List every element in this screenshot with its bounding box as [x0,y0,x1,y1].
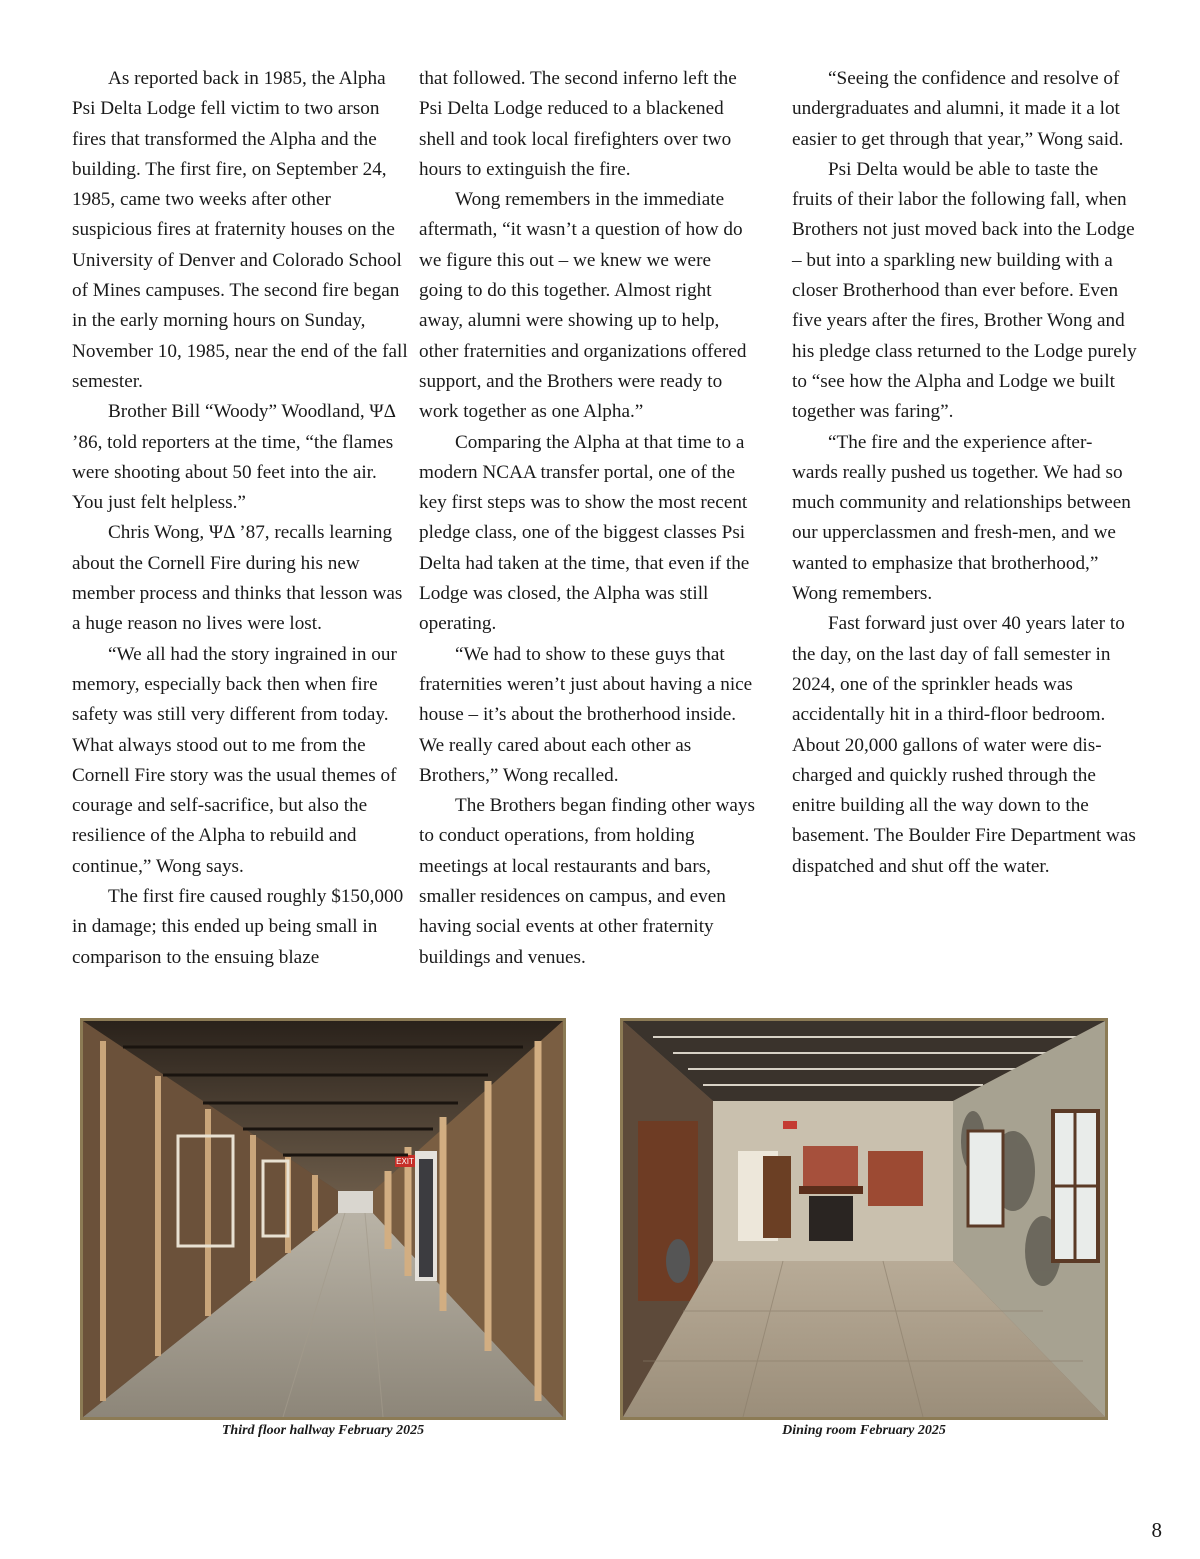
hallway-photo [80,1018,566,1420]
paragraph: As reported back in 1985, the Alpha Psi Delta Lodge fell victim to two arson fires that transformed the Alpha and the building. The first fire, on September 24, 1985, came two weeks after other suspicious fires at fraternity houses on the University of Denver and Colorado School of Mines campuses. The second fire began in the early morning hours on Sunday, November 10, 1985, near the end of the fall semester. [72,68,408,392]
page-number: 8 [1151,1518,1162,1542]
paragraph: The first fire caused roughly $150,000 in damage; this ended up being small in comparison to the ensuing blaze [72,886,404,968]
paragraph: “We all had the story ingrained in our memory, especially back then when fire safety was still very different from today. What always stood out to me from the Cornell Fire story was the usual themes of courage and self-sacrifice, but also the resilience of the Alpha to rebuild and continue,” Wong says. [72,643,397,877]
hallway-caption: Third floor hallway February 2025 [221,1423,425,1438]
exit-sign-text: EXIT [396,1157,414,1166]
paragraph: “Seeing the confidence and resolve of undergraduates and alumni, it made it a lot easier to get through that year,” Wong said. [792,68,1124,150]
article-column-3 [792,64,1137,882]
article-column-2 [419,64,759,973]
dining-room-illustration [623,1021,1105,1417]
paragraph: Fast forward just over 40 years later to the day, on the last day of fall semester in 2024, one of the sprinkler heads was accidentally hit in a third-floor bedroom. About 20,000 gallons of water were dis-charged and quickly rushed through the enitre building all the way down to the basement. The Boulder Fire Department was dispatched and shut off the water. [792,613,1136,877]
paragraph: Wong remembers in the immediate aftermath, “it wasn’t a question of how do we figure this out – we knew we were going to do this together. Almost right away, alumni were showing up to help, other fraternities and organizations offered support, and the Brothers were ready to work together as one Alpha.” [419,189,747,423]
paragraph: Psi Delta would be able to taste the fruits of their labor the following fall, when Brothers not just moved back into the Lodge – but into a sparkling new building with a closer Brotherhood than ever before. Even five years after the fires, Brother Wong and his pledge class returned to the Lodge purely to “see how the Alpha and Lodge we built together was faring”. [792,158,1137,423]
paragraph: “We had to show to these guys that fraternities weren’t just about having a nice house – it’s about the brotherhood inside. We really cared about each other as Brothers,” Wong recalled. [419,643,753,786]
paragraph: Chris Wong, ΨΔ ’87, recalls learning about the Cornell Fire during his new member process and thinks that lesson was a huge reason no lives were lost. [72,522,403,635]
paragraph: Brother Bill “Woody” Woodland, ΨΔ ’86, told reporters at the time, “the flames were shooting about 50 feet into the air. You just felt helpless.” [72,401,395,514]
paragraph: The Brothers began finding other ways to conduct operations, from holding meetings at local restaurants and bars, smaller residences on campus, and even having social events at other fraternity buildings and venues. [419,795,755,968]
hallway-illustration [83,1021,563,1417]
article-column-1 [72,64,408,973]
paragraph: that followed. The second inferno left the Psi Delta Lodge reduced to a blackened shell and took local firefighters over two hours to extinguish the fire. [419,68,737,180]
paragraph: “The fire and the experience after-wards really pushed us together. We had so much community and relationships between our upperclassmen and fresh-men, and we wanted to emphasize that brotherhood,” Wong remembers. [792,431,1131,605]
dining-room-caption: Dining room February 2025 [782,1423,946,1438]
dining-room-photo [620,1018,1108,1420]
paragraph: Comparing the Alpha at that time to a modern NCAA transfer portal, one of the key first steps was to show the most recent pledge class, one of the biggest classes Psi Delta had taken at the time, that even if the Lodge was closed, the Alpha was still operating. [419,431,750,635]
